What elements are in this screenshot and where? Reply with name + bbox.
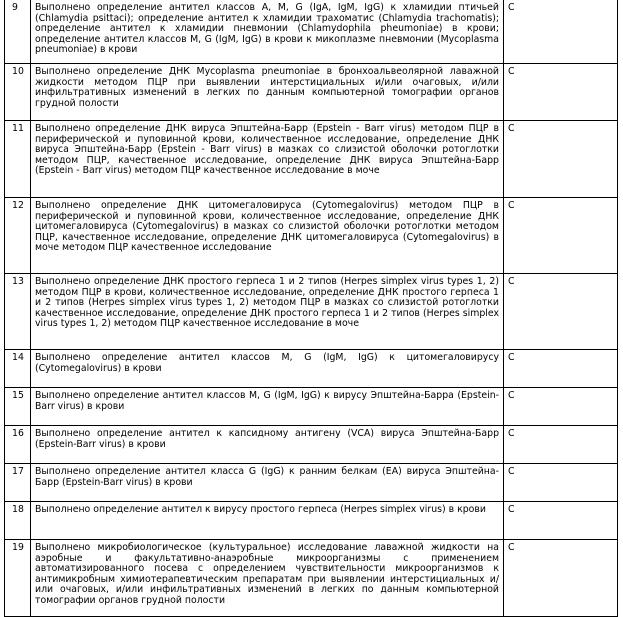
row-evidence-level: С	[504, 0, 618, 64]
row-number: 14	[5, 350, 31, 388]
row-evidence-level: С	[504, 121, 618, 198]
table-row	[5, 0, 618, 64]
criterion-text: Выполнено определение ДНК цитомегаловируса (Cytomegalovirus) методом ПЦР в периферической и пуповинной крови, количественное исследование, определение ДНК цитомегаловируса (Cytomegalovirus) в мазках со слизистой оболочки ротоглотки методом ПЦР, качественное исследование, определение ДНК цитомегаловируса (Cytomegalovirus) в моче методом ПЦР качественное исследование	[35, 200, 499, 254]
row-criterion-text	[31, 540, 504, 617]
row-number: 9	[5, 0, 31, 64]
criterion-text: Выполнено определение ДНК вируса Эпштейна-Барр (Epstein - Barr virus) методом ПЦР в периферической и пуповинной крови, количественное исследование, определение ДНК вируса Эпштейна-Барр (Epstein - Barr virus) в мазках со слизистой оболочки ротоглотки методом ПЦР, качественное исследование, определение ДНК вируса Эпштейна-Барр (Epstein - Barr virus) методом ПЦР качественное исследование в моче	[35, 123, 499, 177]
table-row	[5, 198, 618, 274]
row-evidence-level: С	[504, 502, 618, 540]
row-evidence-level: С	[504, 426, 618, 464]
row-number: 18	[5, 502, 31, 540]
row-number: 16	[5, 426, 31, 464]
row-evidence-level: С	[504, 464, 618, 502]
row-evidence-level: С	[504, 388, 618, 426]
criterion-text: Выполнено определение антител классов A, M, G (IgA, IgM, IgG) к хламидии птичьей (Chlamydia psittaci); определение антител к хламидии трахоматис (Chlamydia trachomatis); определение антител к хламидии пневмонии (Chlamydophila pheumoniae) в крови; определение антител классов M, G (IgM, IgG) в крови к микоплазме пневмонии (Mycoplasma pneumoniae) в крови	[35, 2, 499, 56]
row-criterion-text	[31, 388, 504, 426]
row-criterion-text	[31, 64, 504, 121]
row-criterion-text	[31, 502, 504, 540]
row-evidence-level: С	[504, 64, 618, 121]
criterion-text: Выполнено определение ДНК простого герпеса 1 и 2 типов (Herpes simplex virus types 1, 2) методом ПЦР в крови, количественное исследование, определение ДНК простого герпеса 1 и 2 типов (Herpes simplex virus types 1, 2) методом ПЦР в мазках со слизистой ротоглотки качественное исследование, определение ДНК простого герпеса 1 и 2 типов (Herpes simplex virus types 1, 2) методом ПЦР качественное исследование в моче	[35, 276, 499, 330]
row-number: 12	[5, 198, 31, 274]
row-criterion-text	[31, 198, 504, 274]
row-criterion-text	[31, 0, 504, 64]
table-row	[5, 274, 618, 350]
table-row	[5, 426, 618, 464]
table-row	[5, 502, 618, 540]
criteria-table	[4, 0, 618, 617]
row-number: 10	[5, 64, 31, 121]
table-row	[5, 121, 618, 198]
row-evidence-level: С	[504, 350, 618, 388]
row-number: 11	[5, 121, 31, 198]
table-row	[5, 388, 618, 426]
row-criterion-text	[31, 121, 504, 198]
row-criterion-text	[31, 464, 504, 502]
row-criterion-text	[31, 274, 504, 350]
row-evidence-level: С	[504, 540, 618, 617]
criterion-text: Выполнено определение антител к капсидному антигену (VCA) вируса Эпштейна-Барр (Epstein-Barr virus) в крови	[35, 428, 499, 450]
row-number: 17	[5, 464, 31, 502]
criterion-text: Выполнено определение ДНК Mycoplasma pneumoniae в бронхоальвеолярной лаважной жидкости методом ПЦР при выявлении интерстициальных и/или очаговых, и/или инфильтративных изменений в легких по данным компьютерной томографии органов грудной полости	[35, 66, 499, 109]
row-criterion-text	[31, 426, 504, 464]
row-number: 15	[5, 388, 31, 426]
criterion-text: Выполнено определение антител класса G (IgG) к ранним белкам (EA) вируса Эпштейна-Барр (Epstein-Barr virus) в крови	[35, 466, 499, 488]
criterion-text: Выполнено определение антител классов M, G (IgM, IgG) к цитомегаловирусу (Cytomegalovirus) в крови	[35, 352, 499, 374]
criterion-text: Выполнено микробиологическое (культуральное) исследование лаважной жидкости на аэробные и факультативно-анаэробные микроорганизмы с применением автоматизированного посева с определением чувствительности микроорганизмов к антимикробным химиотерапевтическим препаратам при выявлении интерстициальных и/или очаговых, и/или инфильтративных изменений в легких по данным компьютерной томографии органов грудной полости	[35, 542, 499, 606]
table-row	[5, 540, 618, 617]
table-row	[5, 464, 618, 502]
criterion-text: Выполнено определение антител к вирусу простого герпеса (Herpes simplex virus) в крови	[35, 504, 486, 515]
table-row	[5, 350, 618, 388]
row-number: 19	[5, 540, 31, 617]
row-number: 13	[5, 274, 31, 350]
row-evidence-level: С	[504, 274, 618, 350]
criterion-text: Выполнено определение антител классов M, G (IgM, IgG) к вирусу Эпштейна-Барра (Epstein-Barr virus) в крови	[35, 390, 499, 412]
table-row	[5, 64, 618, 121]
row-criterion-text	[31, 350, 504, 388]
row-evidence-level: С	[504, 198, 618, 274]
